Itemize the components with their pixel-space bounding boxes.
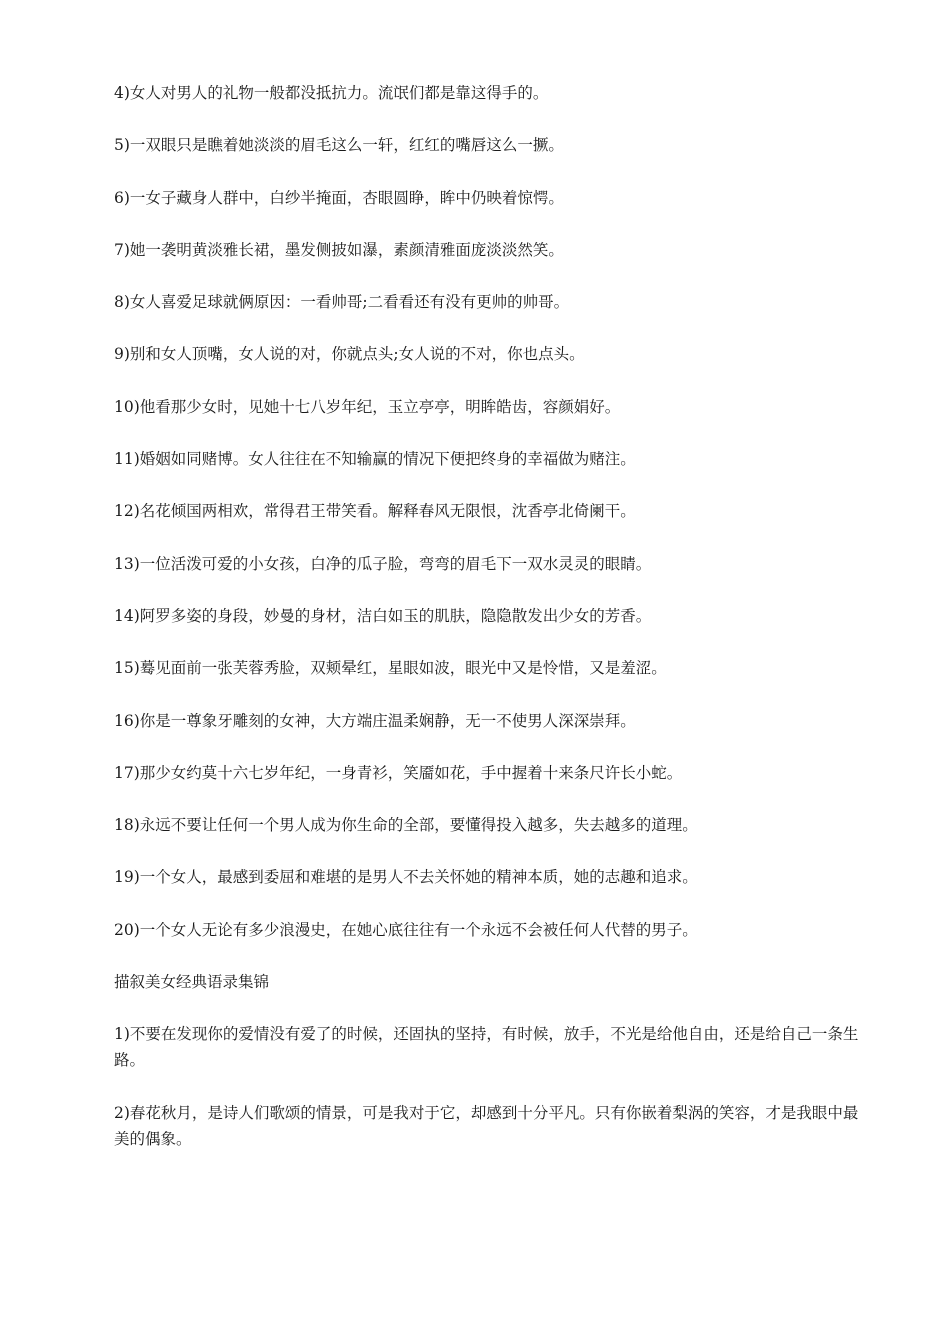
quote-item: 13)一位活泼可爱的小女孩，白净的瓜子脸，弯弯的眉毛下一双水灵灵的眼睛。 (114, 554, 652, 573)
quote-item: 16)你是一尊象牙雕刻的女神，大方端庄温柔娴静，无一不使男人深深崇拜。 (114, 711, 636, 730)
quote-item: 14)阿罗多姿的身段，妙曼的身材，洁白如玉的肌肤，隐隐散发出少女的芳香。 (114, 606, 652, 625)
quote-item: 9)别和女人顶嘴，女人说的对，你就点头;女人说的不对，你也点头。 (114, 345, 585, 364)
section-quote-item: 2)春花秋月，是诗人们歌颂的情景，可是我对于它，却感到十分平凡。只有你嵌着梨涡的笑容，才是我眼中最美的偶象。 (114, 1103, 859, 1148)
quote-item: 5)一双眼只是瞧着她淡淡的眉毛这么一轩，红红的嘴唇这么一撅。 (114, 136, 564, 155)
quote-item: 6)一女子藏身人群中，白纱半掩面，杏眼圆睁，眸中仍映着惊愕。 (114, 188, 564, 207)
quote-item: 17)那少女约莫十六七岁年纪，一身青衫，笑靥如花，手中握着十来条尺许长小蛇。 (114, 763, 683, 782)
quote-item: 4)女人对男人的礼物一般都没抵抗力。流氓们都是靠这得手的。 (114, 84, 549, 102)
quote-item: 12)名花倾国两相欢，常得君王带笑看。解释春风无限恨，沈香亭北倚阑干。 (114, 502, 636, 521)
quote-item: 15)蓦见面前一张芙蓉秀脸，双颊晕红，星眼如波，眼光中又是怜惜，又是羞涩。 (114, 659, 667, 678)
section-quote-item: 1)不要在发现你的爱情没有爱了的时候，还固执的坚持，有时候，放手，不光是给他自由，还是给自己一条生路。 (114, 1025, 859, 1070)
quote-item: 19)一个女人，最感到委屈和难堪的是男人不去关怀她的精神本质，她的志趣和追求。 (114, 868, 698, 887)
quote-item: 20)一个女人无论有多少浪漫史，在她心底往往有一个永远不会被任何人代替的男子。 (114, 920, 698, 939)
quote-item: 11)婚姻如同赌博。女人往往在不知输赢的情况下便把终身的幸福做为赌注。 (114, 450, 636, 469)
document-body (114, 80, 860, 1178)
quote-item: 18)永远不要让任何一个男人成为你生命的全部，要懂得投入越多，失去越多的道理。 (114, 816, 698, 835)
quote-item: 10)他看那少女时，见她十七八岁年纪，玉立亭亭，明眸皓齿，容颜娟好。 (114, 397, 621, 416)
quote-item: 8)女人喜爱足球就俩原因：一看帅哥;二看看还有没有更帅的帅哥。 (114, 293, 570, 312)
section-heading: 描叙美女经典语录集锦 (114, 973, 270, 992)
quote-item: 7)她一袭明黄淡雅长裙，墨发侧披如瀑，素颜清雅面庞淡淡然笑。 (114, 240, 564, 259)
